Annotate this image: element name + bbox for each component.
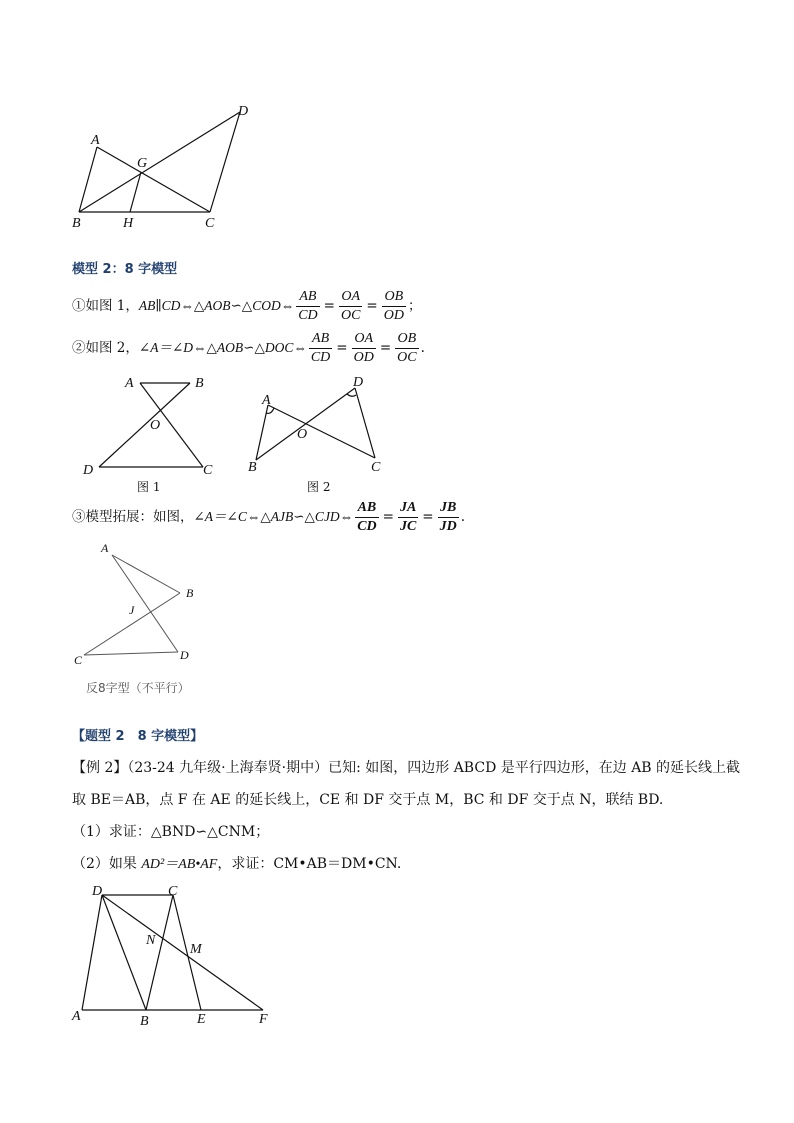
item2-frac-1: $\frac{AB}{CD}$ [310,331,331,365]
fig3-line-A-B [112,555,180,593]
q2-formula: AD²＝AB•AF [141,857,218,872]
fig1-label-A: A [125,376,134,391]
example-source: （23-24 九年级·上海奉贤·期中） [127,760,329,776]
fig2-angle-D [347,394,356,396]
figure-2 [240,370,400,480]
figure-parallel-lines [60,95,270,235]
fig2-label-C: C [371,460,381,475]
item2-text: 如图 2， [85,340,139,356]
item1-frac-1: $\frac{AB}{CD}$ [298,289,318,323]
example-line-1 [72,761,740,775]
item1-marker: ① [72,298,86,314]
figure-parallelogram [65,880,285,1030]
fig3-label-B: B [186,586,194,600]
fig2-caption: 图 2 [307,480,331,494]
fig3-label-D: D [180,648,189,662]
label-D: D [238,104,249,119]
fig2-label-A: A [262,393,271,408]
bline-D-F [102,895,263,1010]
line-C-D [210,112,240,212]
fig3-label-C: C [74,653,83,667]
item3-frac-3: $\frac{JB}{JD}$ [439,500,457,534]
item2-frac-2: $\frac{OA}{OD}$ [353,331,374,365]
model2-heading: 模型 2：8 字模型 [72,262,178,277]
fig2-label-O: O [297,427,308,442]
line-G-H [130,172,141,212]
item3-text: 模型拓展：如图， [85,509,194,525]
q2-prefix: （2）如果 [72,856,142,872]
item2-marker: ② [72,340,86,356]
item1-end: ； [407,298,422,314]
fig1-caption: 图 1 [137,480,161,494]
item2-frac-3: $\frac{OB}{OC}$ [397,331,417,365]
label-C: C [205,216,215,231]
fig3-label-A: A [101,541,109,555]
question-2 [72,857,401,872]
bline-A-D [82,895,102,1010]
item3-marker: ③ [72,509,86,525]
blabel-D: D [92,884,103,899]
item1-frac-2: $\frac{OA}{OC}$ [340,289,361,323]
figure-1 [75,370,225,480]
fig3-line-A-D [112,555,178,652]
question-1: （1）求证：△BND∽△CNM； [72,824,270,840]
q2-suffix: ，求证：CM•AB＝DM•CN. [217,856,402,872]
item3-end: . [460,509,466,525]
fig2-label-B: B [248,460,257,475]
fig3-line-C-D [84,652,178,655]
label-G: G [137,156,148,171]
model2-item3: ③模型拓展：如图，∠A＝∠C⇔△AJB∽△CJD⇔ $\frac{AB}{CD}$ = $\frac{JA}{JC}$ = $\frac{JB}{JD}$ . [72,500,466,534]
label-A: A [91,133,100,148]
fig1-label-C: C [203,463,213,478]
item2-end: . [420,340,425,356]
label-B: B [72,216,81,231]
blabel-M: M [190,942,202,957]
label-H: H [123,216,134,231]
bline-D-B [102,895,146,1010]
fig1-line-B-D [99,383,190,467]
fig3-label-J: J [129,603,135,617]
item1-text: 如图 1， [85,298,139,314]
item1-expr: AB∥CD⇔△AOB∽△COD⇔ [138,298,295,313]
fig2-line-B-D [256,388,355,460]
figure-3 [70,538,220,678]
example-tag: 【例 2】 [72,760,128,776]
item3-expr: ∠A＝∠C⇔△AJB∽△CJD⇔ [193,509,354,524]
fig3-caption: 反8字型（不平行） [86,681,190,695]
model2-item2: ②如图 2，∠A＝∠D⇔△AOB∽△DOC⇔ $\frac{AB}{CD}$ = $\frac{OA}{OD}$ = $\frac{OB}{OC}$ . [72,331,425,365]
item2-expr: ∠A＝∠D⇔△AOB∽△DOC⇔ [138,340,307,355]
blabel-F: F [259,1012,268,1027]
example-line-2: 取 BE＝AB，点 F 在 AE 的延长线上，CE 和 DF 交于点 M，BC 和 DF 交于点 N，联结 BD. [72,792,664,808]
fig1-label-D: D [83,463,94,478]
blabel-N: N [146,933,156,948]
item3-frac-2: $\frac{JA}{JC}$ [399,500,417,534]
item1-frac-3: $\frac{OB}{OD}$ [383,289,404,323]
fig1-label-O: O [150,418,161,433]
fig2-label-D: D [353,375,364,390]
bline-B-C [146,895,173,1010]
fig1-label-B: B [195,376,204,391]
type2-heading: 【题型 2 8 字模型】 [72,729,204,744]
line-A-C [97,147,210,212]
blabel-E: E [197,1012,206,1027]
blabel-A: A [72,1009,81,1024]
example-text-1: 已知: 如图，四边形 ABCD 是平行四边形，在边 AB 的延长线上截 [328,760,741,776]
model2-item1: ①如图 1，AB∥CD⇔△AOB∽△COD⇔ $\frac{AB}{CD}$ = $\frac{OA}{OC}$ = $\frac{OB}{OD}$ ； [72,289,422,323]
fig2-line-D-C [355,388,375,458]
item3-frac-1: $\frac{AB}{CD}$ [357,500,377,534]
blabel-B: B [140,1014,149,1029]
blabel-C: C [168,884,178,899]
line-B-D [79,112,240,212]
